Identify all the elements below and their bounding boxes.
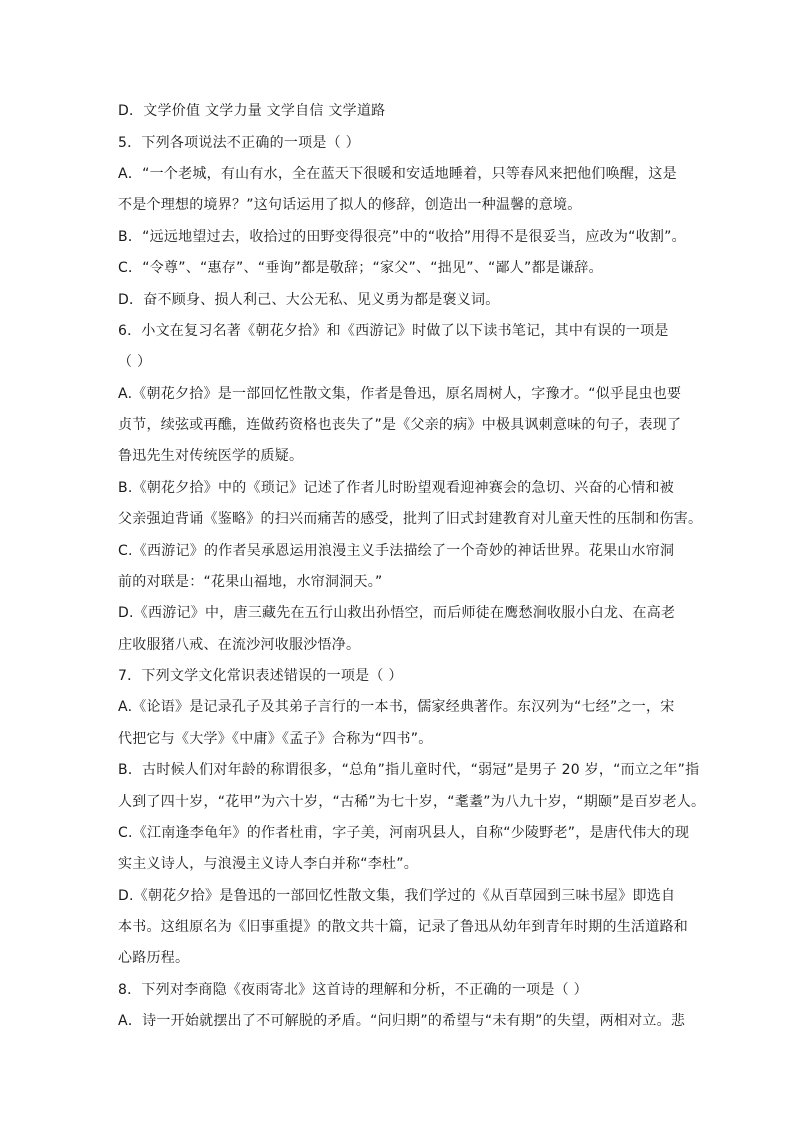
text-line: 实主义诗人，与浪漫主义诗人李白并称“李杜”。 (118, 856, 419, 872)
text-line: C.《江南逢李龟年》的作者杜甫，字子美，河南巩县人，自称“少陵野老”，是唐代伟大的现 (118, 825, 690, 841)
text-line: D．奋不顾身、损人利己、大公无私、见义勇为都是褒义词。 (118, 292, 500, 308)
question-5-stem: 5．下列各项说法不正确的一项是（ ） (118, 135, 360, 151)
text-line: D．文学价值 文学力量 文学自信 文学道路 (118, 103, 386, 119)
text-line: （ ） (118, 354, 152, 370)
question-7-stem: 7．下列文学文化常识表述错误的一项是（ ） (118, 668, 403, 684)
text-line: D.《朝花夕拾》是鲁迅的一部回忆性散文集，我们学过的《从百草园到三味书屋》即选自 (118, 888, 676, 904)
text-line: 鲁迅先生对传统医学的质疑。 (118, 448, 304, 464)
text-line: 本书。这组原名为《旧事重提》的散文共十篇，记录了鲁迅从幼年到青年时期的生活道路和 (118, 919, 688, 935)
text-line: A．“一个老城，有山有水，全在蓝天下很暖和安适地睡着，只等春风来把他们唤醒，这是 (118, 166, 677, 182)
text-line: 人到了四十岁，“花甲”为六十岁，“古稀”为七十岁，“耄耋”为八九十岁，“期颐”是百岁老人。 (118, 794, 706, 810)
text-line: 代把它与《大学》《中庸》《孟子》合称为“四书”。 (118, 731, 433, 747)
text-line: B．古时候人们对年龄的称谓很多，“总角”指儿童时代，“弱冠”是男子 20 岁，“而立之年”指 (118, 762, 700, 778)
text-line: A.《论语》是记录孔子及其弟子言行的一本书，儒家经典著作。东汉列为“七经”之一，宋 (118, 699, 675, 715)
text-line: A．诗一开始就摆出了不可解脱的矛盾。“问归期”的希望与“未有期”的失望，两相对立。悲 (118, 1013, 686, 1029)
text-line: D.《西游记》中，唐三藏先在五行山救出孙悟空，而后师徒在鹰愁涧收服小白龙、在高老 (118, 605, 676, 621)
text-line: C.《西游记》的作者吴承恩运用浪漫主义手法描绘了一个奇妙的神话世界。花果山水帘洞 (118, 543, 675, 559)
question-8-stem: 8．下列对李商隐《夜雨寄北》这首诗的理解和分析，不正确的一项是（ ） (118, 982, 588, 998)
text-line: 心路历程。 (118, 950, 190, 966)
text-line: 庄收服猪八戒、在流沙河收服沙悟净。 (118, 637, 361, 653)
text-line: 不是个理想的境界？”这句话运用了拟人的修辞，创造出一种温馨的意境。 (118, 197, 582, 213)
text-line: 贞节，续弦或再醮，连做药资格也丧失了”是《父亲的病》中极具讽刺意味的句子，表现了 (118, 417, 682, 433)
text-line: C．“令尊”、“惠存”、“垂询”都是敬辞；“家父”、“拙见”、“鄙人”都是谦辞。 (118, 260, 603, 276)
text-line: 父亲强迫背诵《鉴略》的扫兴而痛苦的感受，批判了旧式封建教育对儿童天性的压制和伤害。 (118, 511, 703, 527)
text-line: B.《朝花夕拾》中的《琐记》记述了作者儿时盼望观看迎神赛会的急切、兴奋的心情和被 (118, 480, 675, 496)
question-6-stem: 6．小文在复习名著《朝花夕拾》和《西游记》时做了以下读书笔记，其中有误的一项是 (118, 323, 669, 339)
text-line: A.《朝花夕拾》是一部回忆性散文集，作者是鲁迅，原名周树人，字豫才。“似乎昆虫也要 (118, 386, 682, 402)
text-line: 前的对联是：“花果山福地，水帘洞洞天。” (118, 574, 383, 590)
text-line: B．“远远地望过去，收拾过的田野变得很亮”中的“收拾”用得不是很妥当，应改为“收割”。 (118, 229, 686, 245)
